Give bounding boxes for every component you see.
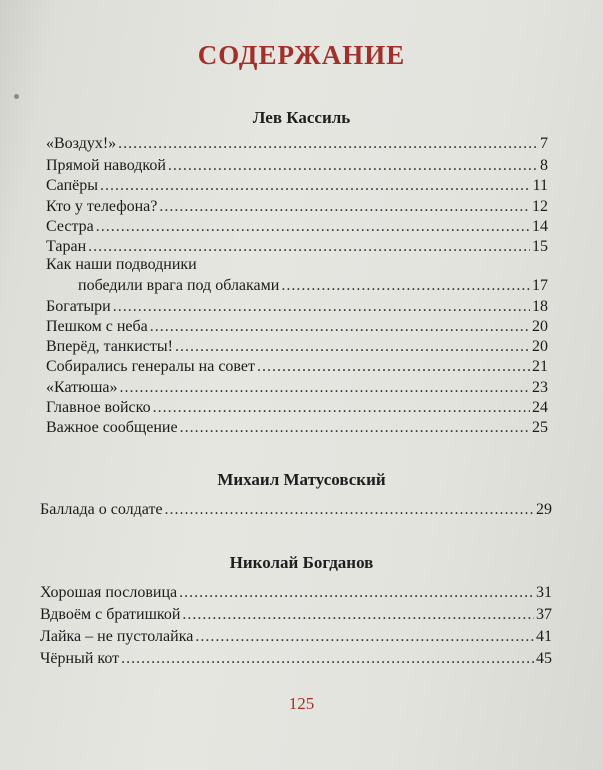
toc-entry[interactable] xyxy=(46,397,548,419)
entry-title: Пешком с неба xyxy=(46,318,148,335)
toc-entry[interactable] xyxy=(40,582,552,604)
toc-entry[interactable] xyxy=(78,275,548,297)
entry-title: Важное сообщение xyxy=(46,419,178,436)
toc-entry[interactable] xyxy=(46,175,548,197)
entry-title: Вперёд, танкисты! xyxy=(46,338,173,355)
entry-page: 20 xyxy=(532,318,548,335)
entry-title: Богатыри xyxy=(46,298,111,315)
toc-entry[interactable] xyxy=(46,417,548,439)
author-heading: Николай Богданов xyxy=(229,553,374,572)
entry-page: 37 xyxy=(536,606,552,623)
toc-entry[interactable] xyxy=(46,356,548,378)
dot-leader xyxy=(180,417,530,439)
dot-leader xyxy=(281,275,530,297)
dot-leader xyxy=(120,377,530,399)
entry-title: Таран xyxy=(46,238,87,255)
entry-page: 25 xyxy=(532,419,548,436)
toc-entry[interactable] xyxy=(46,316,548,338)
entry-title: Сапёры xyxy=(46,177,98,194)
dot-leader xyxy=(100,175,531,197)
toc-entry[interactable] xyxy=(46,377,548,399)
toc-entry[interactable] xyxy=(46,155,548,177)
entry-title: победили врага под облаками xyxy=(78,277,280,294)
dot-leader xyxy=(153,397,530,419)
toc-entry[interactable] xyxy=(40,626,552,648)
entry-title: Вдвоём с братишкой xyxy=(40,606,181,623)
author-heading: Лев Кассиль xyxy=(252,108,351,127)
dot-leader xyxy=(195,626,534,648)
toc-entry[interactable] xyxy=(46,133,548,155)
entry-title: «Катюша» xyxy=(46,379,118,396)
dot-leader xyxy=(165,499,534,521)
entry-page: 23 xyxy=(532,379,548,396)
entry-page: 12 xyxy=(532,198,548,215)
entry-page: 18 xyxy=(532,298,548,315)
entry-page: 8 xyxy=(540,157,548,174)
entry-title-line1: Как наши подводники xyxy=(46,256,197,273)
contents-title: СОДЕРЖАНИЕ xyxy=(197,40,406,70)
entry-page: 15 xyxy=(532,238,548,255)
toc-entry[interactable] xyxy=(46,196,548,218)
author-heading: Михаил Матусовский xyxy=(217,470,386,489)
entry-page: 21 xyxy=(532,358,548,375)
entry-page: 41 xyxy=(536,628,552,645)
dot-leader xyxy=(179,582,534,604)
entry-page: 45 xyxy=(536,650,552,667)
dot-leader xyxy=(118,133,538,155)
entry-page: 17 xyxy=(532,277,548,294)
toc-entry[interactable] xyxy=(46,216,548,238)
entry-page: 29 xyxy=(536,501,552,518)
entry-page: 31 xyxy=(536,584,552,601)
entry-title: Сестра xyxy=(46,218,94,235)
entry-title: Лайка – не пустолайка xyxy=(40,628,194,645)
entry-page: 7 xyxy=(540,135,548,152)
dot-leader xyxy=(159,196,530,218)
entry-title: Главное войско xyxy=(46,399,151,416)
entry-page: 14 xyxy=(532,218,548,235)
entry-page: 24 xyxy=(532,399,548,416)
entry-page: 11 xyxy=(532,177,548,194)
dot-leader xyxy=(150,316,530,338)
toc-entry[interactable] xyxy=(46,296,548,318)
margin-mark xyxy=(14,94,19,99)
toc-entry[interactable] xyxy=(40,648,552,670)
entry-title: Прямой наводкой xyxy=(46,157,166,174)
dot-leader xyxy=(182,604,534,626)
toc-entry[interactable] xyxy=(46,336,548,358)
dot-leader xyxy=(113,296,530,318)
toc-entry[interactable] xyxy=(40,604,552,626)
page-number: 125 xyxy=(288,694,315,713)
entry-title: Кто у телефона? xyxy=(46,198,158,215)
toc-entry[interactable] xyxy=(40,499,552,521)
dot-leader xyxy=(96,216,530,238)
dot-leader xyxy=(175,336,530,358)
dot-leader xyxy=(168,155,538,177)
entry-title: Собирались генералы на совет xyxy=(46,358,255,375)
entry-page: 20 xyxy=(532,338,548,355)
entry-title: Баллада о солдате xyxy=(40,501,163,518)
entry-title: «Воздух!» xyxy=(46,135,117,152)
entry-title: Хорошая пословица xyxy=(40,584,178,601)
dot-leader xyxy=(257,356,530,378)
dot-leader xyxy=(121,648,534,670)
entry-title: Чёрный кот xyxy=(40,650,120,667)
